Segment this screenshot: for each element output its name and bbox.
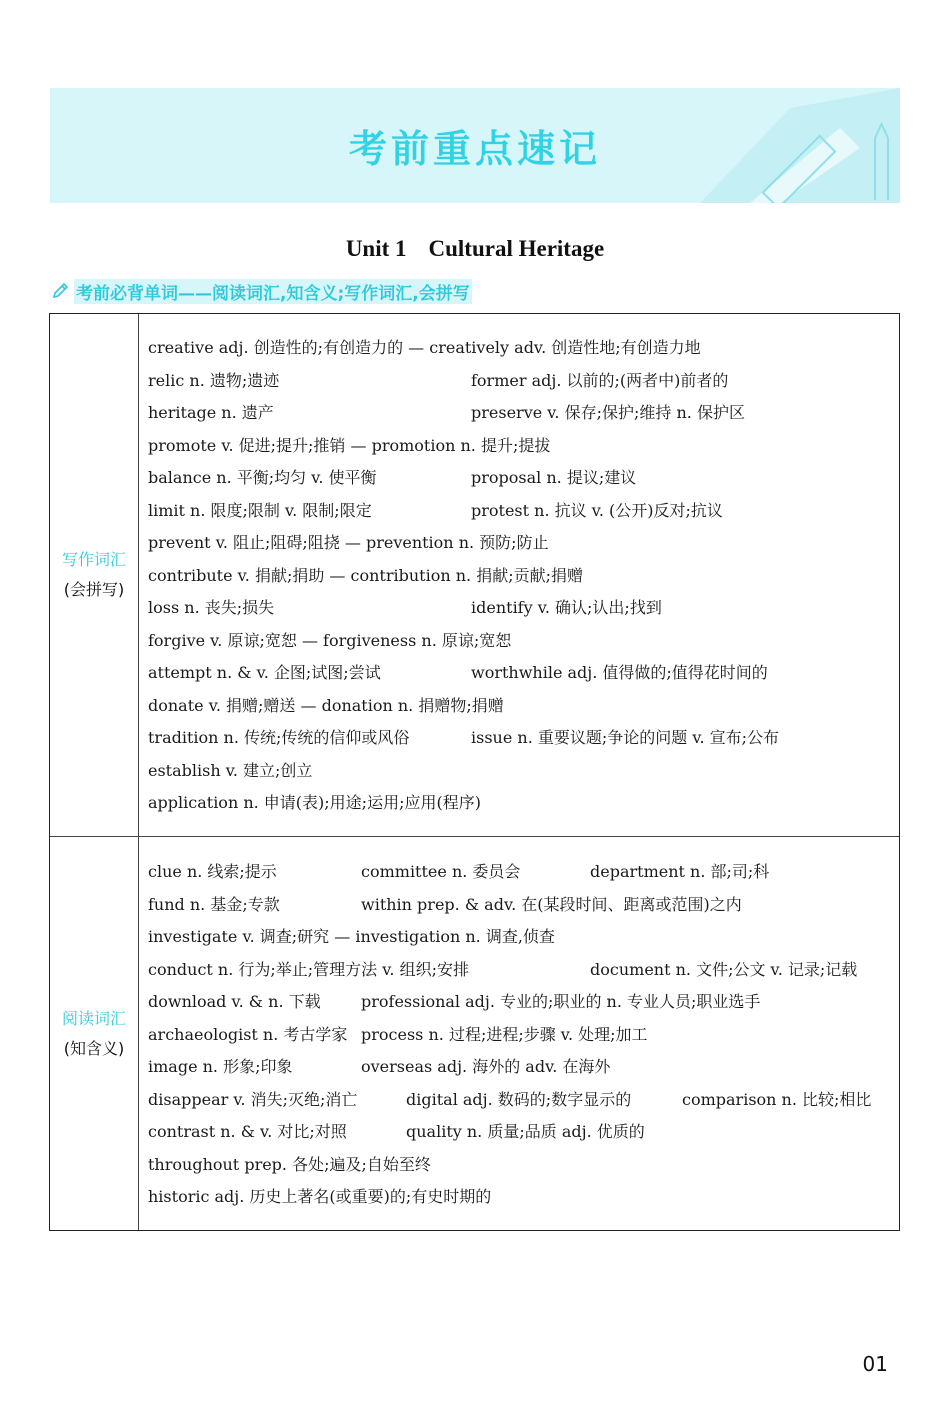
vocab-entry: heritage n. 遗产 — [148, 403, 274, 422]
vocab-entry: professional adj. 专业的;职业的 n. 专业人员;职业选手 — [361, 992, 761, 1011]
vocab-entry: archaeologist n. 考古学家 — [148, 1025, 348, 1044]
vocab-entry: promote v. 促进;提升;推销 — promotion n. 提升;提拔 — [148, 436, 551, 455]
vocab-entry: throughout prep. 各处;遍及;自始至终 — [148, 1155, 431, 1174]
banner-title: 考前重点速记 — [348, 127, 601, 171]
reading-category-note: (知含义) — [63, 1039, 125, 1058]
vocab-entry: historic adj. 历史上著名(或重要)的;有史时期的 — [148, 1187, 492, 1206]
vocab-entry: issue n. 重要议题;争论的问题 v. 宣布;公布 — [471, 728, 780, 747]
vocab-entry: within prep. & adv. 在(某段时间、距离或范围)之内 — [361, 895, 742, 914]
vocab-entry: contrast n. & v. 对比;对照 — [148, 1122, 347, 1141]
vocab-entry: department n. 部;司;科 — [590, 862, 770, 881]
reading-category-label: 阅读词汇 — [61, 1009, 126, 1028]
vocab-entry: donate v. 捐赠;赠送 — donation n. 捐赠物;捐赠 — [148, 696, 504, 715]
vocab-entry: download v. & n. 下载 — [148, 992, 321, 1011]
vocab-entry: committee n. 委员会 — [361, 862, 521, 881]
vocab-entry: attempt n. & v. 企图;试图;尝试 — [148, 663, 381, 682]
vocab-entry: creative adj. 创造性的;有创造力的 — creatively adv. 创造性地;有创造力地 — [148, 338, 701, 357]
vocab-entry: establish v. 建立;创立 — [148, 761, 313, 780]
unit-name: Cultural Heritage — [428, 236, 605, 261]
reading-category-cell — [50, 1004, 138, 1064]
vocabulary-table — [49, 313, 900, 1231]
page-number: 01 — [862, 1352, 888, 1376]
row-divider — [50, 836, 899, 837]
vocab-entry: application n. 申请(表);用途;运用;应用(程序) — [148, 793, 481, 812]
vocab-entry: protest n. 抗议 v. (公开)反对;抗议 — [471, 501, 723, 520]
vocab-entry: limit n. 限度;限制 v. 限制;限定 — [148, 501, 372, 520]
column-divider — [138, 314, 139, 1230]
vocab-entry: fund n. 基金;专款 — [148, 895, 280, 914]
vocab-entry: contribute v. 捐献;捐助 — contribution n. 捐献;贡献;捐赠 — [148, 566, 583, 585]
unit-label: Unit 1 — [345, 236, 407, 261]
vocab-entry: investigate v. 调查;研究 — investigation n. 调查,侦查 — [148, 927, 555, 946]
unit-title — [0, 236, 950, 262]
vocab-entry: tradition n. 传统;传统的信仰或风俗 — [148, 728, 410, 747]
vocab-entry: process n. 过程;进程;步骤 v. 处理;加工 — [361, 1025, 648, 1044]
vocab-entry: digital adj. 数码的;数字显示的 — [406, 1090, 632, 1109]
vocab-entry: clue n. 线索;提示 — [148, 862, 277, 881]
writing-category-cell — [50, 545, 138, 605]
vocab-entry: proposal n. 提议;建议 — [471, 468, 637, 487]
vocab-entry: conduct n. 行为;举止;管理方法 v. 组织;安排 — [148, 960, 469, 979]
vocab-entry: balance n. 平衡;均匀 v. 使平衡 — [148, 468, 377, 487]
vocab-entry: preserve v. 保存;保护;维持 n. 保护区 — [471, 403, 745, 422]
vocab-entry: former adj. 以前的;(两者中)前者的 — [471, 371, 729, 390]
pencil-icon — [50, 281, 70, 301]
writing-category-label: 写作词汇 — [61, 550, 126, 569]
vocab-entry: prevent v. 阻止;阻碍;阻挠 — prevention n. 预防;防止 — [148, 533, 549, 552]
vocab-entry: overseas adj. 海外的 adv. 在海外 — [361, 1057, 611, 1076]
vocab-entry: forgive v. 原谅;宽恕 — forgiveness n. 原谅;宽恕 — [148, 631, 512, 650]
vocab-entry: disappear v. 消失;灭绝;消亡 — [148, 1090, 358, 1109]
vocab-entry: loss n. 丧失;损失 — [148, 598, 275, 617]
vocab-entry: worthwhile adj. 值得做的;值得花时间的 — [471, 663, 768, 682]
vocab-entry: image n. 形象;印象 — [148, 1057, 293, 1076]
vocab-entry: relic n. 遗物;遗迹 — [148, 371, 280, 390]
writing-category-note: (会拼写) — [63, 580, 125, 599]
vocab-entry: identify v. 确认;认出;找到 — [471, 598, 662, 617]
vocab-entry: comparison n. 比较;相比 — [682, 1090, 872, 1109]
vocab-entry: quality n. 质量;品质 adj. 优质的 — [406, 1122, 645, 1141]
subheading-text: 考前必背单词——阅读词汇,知含义;写作词汇,会拼写 — [74, 279, 472, 304]
header-banner — [50, 88, 900, 203]
vocab-entry: document n. 文件;公文 v. 记录;记载 — [590, 960, 858, 979]
section-subheading — [50, 279, 472, 303]
